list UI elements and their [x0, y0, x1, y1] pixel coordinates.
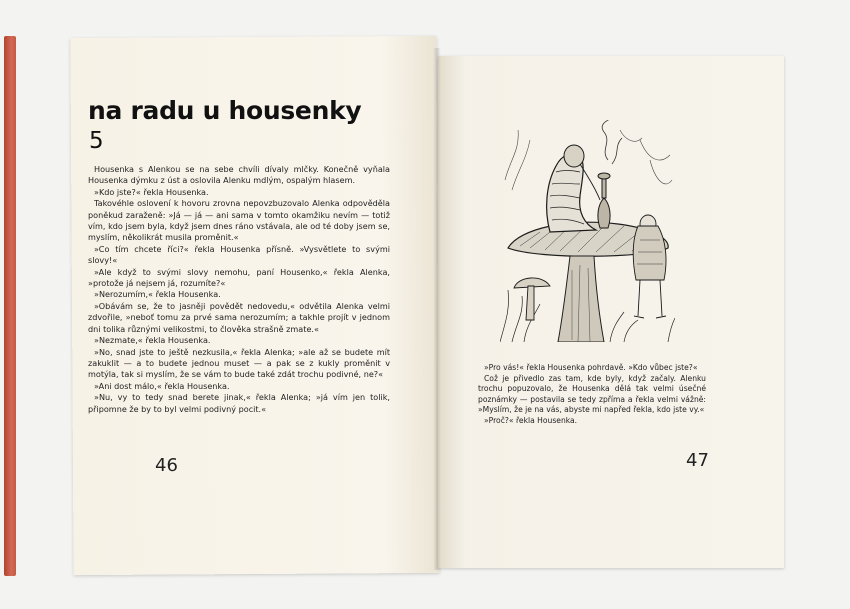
- book-gutter: [433, 48, 441, 570]
- paragraph: »Obávám se, že to jasněji povědět nedovedu,« odvětila Alenka velmi zdvořile, »neboť tomu za prvé sama nerozumím; a takhle projít v jednom dni tolika různými velikostmi, to člověka strašně zmate.«: [88, 300, 390, 334]
- right-page-text: [478, 363, 706, 427]
- chapter-number: 5: [89, 128, 104, 154]
- paragraph: »Proč?« řekla Housenka.: [484, 415, 578, 425]
- chapter-title: na radu u housenky: [88, 96, 362, 125]
- left-page-text: [88, 164, 390, 415]
- book-cover-edge: [4, 36, 16, 576]
- paragraph: Což je přivedlo zas tam, kde byly, když začaly. Alenku trochu popuzovalo, že Housenka dělá tak velmi úsečné poznámky — postavila se tedy zpříma a řekla velmi vážně: »Myslím, že je na vás, abyste mi napřed řekla, kdo jste vy.«: [478, 373, 706, 415]
- left-page-number: 46: [155, 455, 178, 476]
- paragraph: Housenka s Alenkou se na sebe chvíli dívaly mlčky. Konečně vyňala Housenka dýmku z úst a oslovila Alenku mdlým, ospalým hlasem.: [88, 164, 390, 186]
- paragraph: »Nerozumím,« řekla Housenka.: [94, 289, 221, 300]
- right-page-number: 47: [686, 450, 709, 471]
- paragraph: »No, snad jste to ještě nezkusila,« řekla Alenka; »ale až se budete mít zakuklit — a to budete jednou muset — a pak se z kukly proměnit v motýla, tak si myslím, že se vám to bude také zdát trochu podivné, ne?«: [88, 346, 390, 380]
- paragraph: »Nu, vy to tedy snad berete jinak,« řekla Alenka; »já vím jen tolik, připomne že by to byl velmi podivný pocit.«: [88, 392, 390, 414]
- paragraph: »Nezmate,« řekla Housenka.: [94, 335, 211, 346]
- caterpillar-illustration: [500, 120, 675, 342]
- paragraph: »Co tím chcete říci?« řekla Housenka přísně. »Vysvětlete to svými slovy!«: [88, 243, 390, 266]
- paragraph: Takovéhle oslovení k hovoru zrovna nepovzbuzovalo Alenka odpověděla poněkud zaraženě: »Já — já — ani sama v tomto okamžiku nevím — totiž vím, kdo jsem byla, když jsem dnes ráno vstávala, ale od té doby jsem se, myslím, několikrát musila proměnit.«: [88, 198, 390, 243]
- paragraph: »Pro vás!« řekla Housenka pohrdavě. »Kdo vůbec jste?«: [484, 363, 698, 372]
- paragraph: »Kdo jste?« řekla Housenka.: [94, 186, 209, 197]
- paragraph: »Ale když to svými slovy nemohu, paní Housenko,« řekla Alenka, »protože já nejsem já, rozumíte?«: [88, 266, 390, 289]
- paragraph: »Ani dost málo,« řekla Housenka.: [94, 380, 230, 391]
